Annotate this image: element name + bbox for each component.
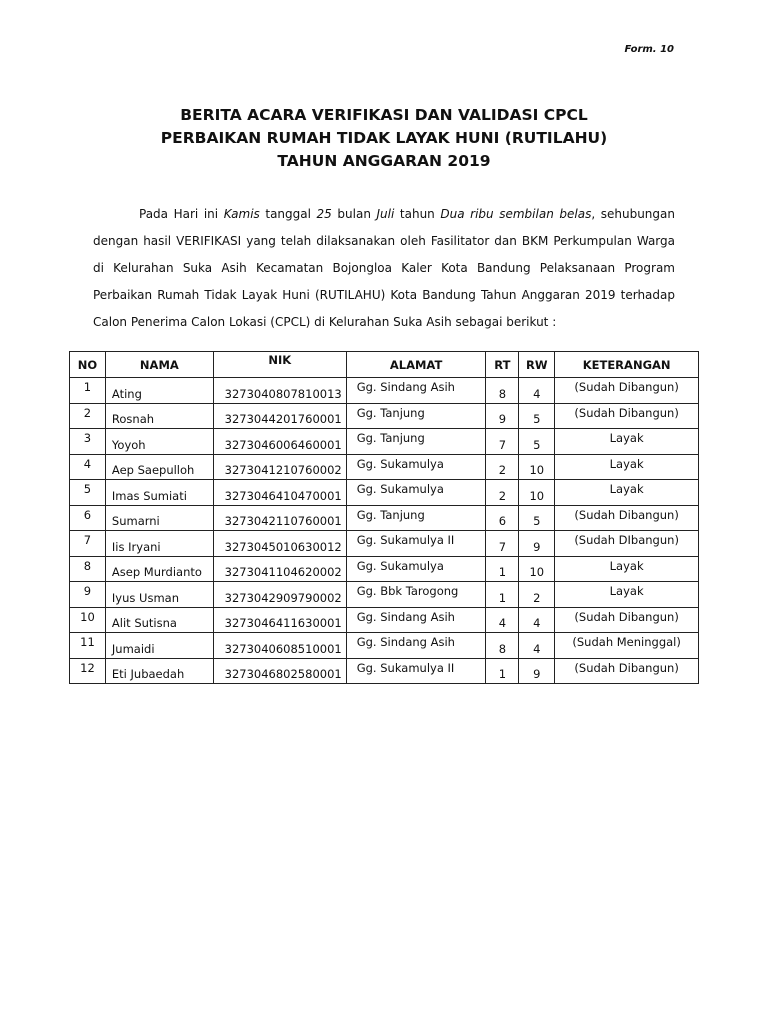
- cell-nama: Alit Sutisna: [105, 607, 213, 633]
- cell-no: 11: [70, 633, 106, 659]
- cell-alamat: Gg. Sukamulya II: [346, 658, 486, 684]
- cell-nik: 3273046410470001: [213, 480, 346, 506]
- cell-nik: 3273046802580001: [213, 658, 346, 684]
- table-row: [70, 556, 699, 582]
- cell-keterangan: Layak: [555, 582, 699, 608]
- cell-rw: 10: [519, 556, 555, 582]
- cell-keterangan: (Sudah Dibangun): [555, 658, 699, 684]
- header-nik: NIK: [213, 352, 346, 378]
- cell-rt: 1: [486, 556, 519, 582]
- cell-rt: 1: [486, 582, 519, 608]
- cell-no: 3: [70, 429, 106, 455]
- cell-nama: Iis Iryani: [105, 531, 213, 557]
- cell-keterangan: (Sudah Meninggal): [555, 633, 699, 659]
- table-row: [70, 658, 699, 684]
- cell-rw: 9: [519, 531, 555, 557]
- intro-year: Dua ribu sembilan belas: [440, 207, 592, 221]
- title-line-1: BERITA ACARA VERIFIKASI DAN VALIDASI CPCL: [180, 106, 588, 124]
- intro-part-2: tanggal: [259, 207, 317, 221]
- cell-nik: 3273046411630001: [213, 607, 346, 633]
- table-row: [70, 582, 699, 608]
- intro-part-3: bulan: [331, 207, 377, 221]
- header-rt: RT: [486, 352, 519, 378]
- table-row: [70, 633, 699, 659]
- cell-nama: Sumarni: [105, 505, 213, 531]
- intro-part-1: Pada Hari ini: [139, 207, 224, 221]
- header-rw: RW: [519, 352, 555, 378]
- cell-nik: 3273045010630012: [213, 531, 346, 557]
- cell-rw: 9: [519, 658, 555, 684]
- cell-nik: 3273044201760001: [213, 403, 346, 429]
- cpcl-table: [69, 351, 699, 684]
- cell-keterangan: Layak: [555, 429, 699, 455]
- cell-rw: 10: [519, 480, 555, 506]
- cell-rt: 6: [486, 505, 519, 531]
- cell-no: 5: [70, 480, 106, 506]
- header-keterangan: KETERANGAN: [555, 352, 699, 378]
- cell-nik: 3273040608510001: [213, 633, 346, 659]
- cell-rt: 2: [486, 480, 519, 506]
- cell-no: 7: [70, 531, 106, 557]
- intro-paragraph: [93, 201, 675, 336]
- cell-alamat: Gg. Sindang Asih: [346, 607, 486, 633]
- cell-no: 4: [70, 454, 106, 480]
- cell-nik: 3273041104620002: [213, 556, 346, 582]
- cell-rw: 5: [519, 505, 555, 531]
- cell-alamat: Gg. Sukamulya: [346, 454, 486, 480]
- table-row: [70, 403, 699, 429]
- cell-nama: Rosnah: [105, 403, 213, 429]
- cell-alamat: Gg. Tanjung: [346, 429, 486, 455]
- cell-rt: 1: [486, 658, 519, 684]
- cell-keterangan: (Sudah DIbangun): [555, 531, 699, 557]
- cell-alamat: Gg. Sindang Asih: [346, 633, 486, 659]
- cell-keterangan: (Sudah Dibangun): [555, 607, 699, 633]
- intro-date: 25: [316, 207, 332, 221]
- cell-nama: Eti Jubaedah: [105, 658, 213, 684]
- cell-no: 6: [70, 505, 106, 531]
- cell-nama: Iyus Usman: [105, 582, 213, 608]
- cell-keterangan: (Sudah Dibangun): [555, 378, 699, 404]
- cell-nik: 3273046006460001: [213, 429, 346, 455]
- table-row: [70, 531, 699, 557]
- intro-month: Juli: [376, 207, 395, 221]
- table-row: [70, 429, 699, 455]
- table-header-row: [70, 352, 699, 378]
- cell-rw: 4: [519, 633, 555, 659]
- form-number: Form. 10: [624, 44, 674, 55]
- cell-rw: 5: [519, 429, 555, 455]
- cell-alamat: Gg. Sukamulya: [346, 556, 486, 582]
- document-title: [0, 104, 768, 173]
- table-row: [70, 607, 699, 633]
- cell-rw: 4: [519, 607, 555, 633]
- cell-no: 10: [70, 607, 106, 633]
- cell-nama: Asep Murdianto: [105, 556, 213, 582]
- intro-text: [93, 201, 675, 336]
- intro-day: Kamis: [223, 207, 260, 221]
- cell-nama: Aep Saepulloh: [105, 454, 213, 480]
- cell-no: 1: [70, 378, 106, 404]
- cell-alamat: Gg. Bbk Tarogong: [346, 582, 486, 608]
- table-row: [70, 480, 699, 506]
- header-nama: NAMA: [105, 352, 213, 378]
- cell-no: 12: [70, 658, 106, 684]
- cell-alamat: Gg. Tanjung: [346, 505, 486, 531]
- cell-alamat: Gg. Sukamulya II: [346, 531, 486, 557]
- title-line-3: TAHUN ANGGARAN 2019: [277, 152, 491, 170]
- cell-keterangan: Layak: [555, 556, 699, 582]
- intro-part-4: tahun: [394, 207, 441, 221]
- cell-keterangan: Layak: [555, 480, 699, 506]
- cell-nik: 3273042909790002: [213, 582, 346, 608]
- cell-alamat: Gg. Sukamulya: [346, 480, 486, 506]
- cell-keterangan: (Sudah Dibangun): [555, 505, 699, 531]
- cell-keterangan: (Sudah Dibangun): [555, 403, 699, 429]
- cell-rt: 2: [486, 454, 519, 480]
- cell-rt: 4: [486, 607, 519, 633]
- table-body: [70, 378, 699, 684]
- cell-rw: 10: [519, 454, 555, 480]
- cell-nama: Jumaidi: [105, 633, 213, 659]
- table-row: [70, 505, 699, 531]
- cell-nik: 3273041210760002: [213, 454, 346, 480]
- intro-part-5: , sehubungan dengan hasil VERIFIKASI yang telah dilaksanakan oleh Fasilitator dan BKM Perkumpulan Warga di Kelurahan Suka Asih Kecamatan Bojongloa Kaler Kota Bandung Pelaksanaan Program Perbaikan Rumah Tidak Layak Huni (RUTILAHU) Kota Bandung Tahun Anggaran 2019 terhadap Calon Penerima Calon Lokasi (CPCL) di Kelurahan Suka Asih sebagai berikut :: [93, 207, 675, 329]
- cell-rw: 5: [519, 403, 555, 429]
- cell-nik: 3273042110760001: [213, 505, 346, 531]
- header-no: NO: [70, 352, 106, 378]
- header-alamat: ALAMAT: [346, 352, 486, 378]
- cell-rt: 8: [486, 633, 519, 659]
- cell-alamat: Gg. Tanjung: [346, 403, 486, 429]
- cell-keterangan: Layak: [555, 454, 699, 480]
- cell-nik: 3273040807810013: [213, 378, 346, 404]
- cell-rt: 7: [486, 429, 519, 455]
- table-row: [70, 454, 699, 480]
- title-line-2: PERBAIKAN RUMAH TIDAK LAYAK HUNI (RUTILAHU): [160, 129, 608, 147]
- cell-rw: 2: [519, 582, 555, 608]
- cell-no: 9: [70, 582, 106, 608]
- cell-rw: 4: [519, 378, 555, 404]
- table-row: [70, 378, 699, 404]
- cell-no: 2: [70, 403, 106, 429]
- cell-nama: Yoyoh: [105, 429, 213, 455]
- cell-nama: Imas Sumiati: [105, 480, 213, 506]
- cell-rt: 7: [486, 531, 519, 557]
- cell-nama: Ating: [105, 378, 213, 404]
- cell-no: 8: [70, 556, 106, 582]
- cell-rt: 9: [486, 403, 519, 429]
- cell-rt: 8: [486, 378, 519, 404]
- cell-alamat: Gg. Sindang Asih: [346, 378, 486, 404]
